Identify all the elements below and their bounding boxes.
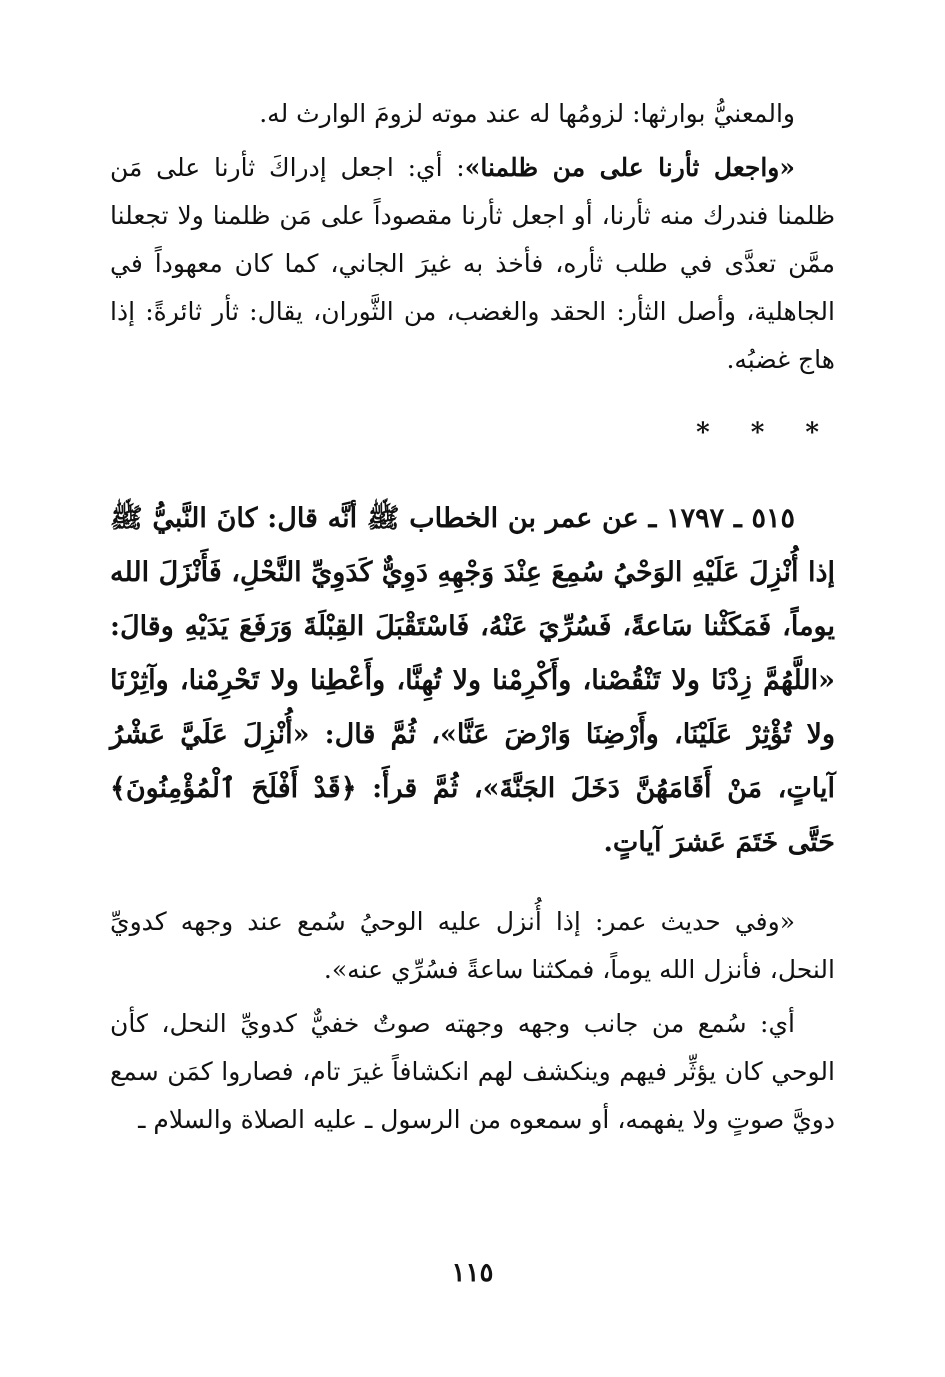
- dua-explanation-text: : أي: اجعل إدراكَ ثأرنا على مَن ظلمنا فندرك منه ثأرنا، أو اجعل ثأرنا مقصوداً على مَن ظلمنا ولا تجعلنا ممَّن تعدَّى في طلب ثأره، فأخذ به غيرَ الجاني، كما كان معهوداً في الجاهلية، وأصل الثأر: الحقد والغضب، من الثَّوران، يقال: ثأر ثائرةً: إذا هاج غضبُه.: [110, 153, 835, 374]
- dua-quote: «واجعل ثأرنا على من ظلمنا»: [464, 153, 796, 182]
- commentary-top-text: والمعنيُّ بوارثها: لزومُها له عند موته لزومَ الوارث له.: [259, 99, 795, 128]
- commentary-bottom-text-1: «وفي حديث عمر: إذا أُنزل عليه الوحيُ سُمع عند وجهه كدويِّ النحل، فأنزل الله يوماً، فمكثنا ساعةً فسُرِّي عنه».: [110, 907, 835, 984]
- page-number: ١١٥: [451, 1258, 494, 1288]
- dua-explanation-paragraph: [110, 144, 835, 384]
- commentary-top-line: [110, 90, 835, 138]
- commentary-bottom-text-2: أي: سُمع من جانب وجهه وجهته صوتٌ خفيٌّ كدويِّ النحل، كأن الوحي كان يؤثِّر فيهم وينكشف لهم انكشافاً غيرَ تام، فصاروا كمَن سمع دويَّ صوتٍ ولا يفهمه، أو سمعوه من الرسول ـ عليه الصلاة والسلام ـ: [110, 1009, 835, 1134]
- commentary-bottom-paragraph-1: [110, 898, 835, 994]
- spacer: [110, 870, 835, 898]
- hadith-text: ٥١٥ ـ ١٧٩٧ ـ عن عمر بن الخطاب ﷺ أنَّه قال: كانَ النَّبيُّ ﷺ إذا أُنْزِلَ عَلَيْهِ الوَحْيُ سُمِعَ عِنْدَ وَجْهِهِ دَوِيٌّ كَدَوِيِّ النَّحْلِ، فَأَنْزَلَ الله يوماً، فَمَكَثْنا سَاعةً، فَسُرِّيَ عَنْهُ، فَاسْتَقْبَلَ القِبْلَةَ وَرَفَعَ يَدَيْهِ وقالَ: «اللَّهُمَّ زِدْنَا ولا تَنْقُصْنا، وأَكْرِمْنا ولا تُهِنَّا، وأَعْطِنا ولا تَحْرِمْنا، وآثِرْنَا ولا تُؤْثِرْ عَلَيْنَا، وأَرْضِنَا وَارْضَ عَنَّا»، ثُمَّ قال: «أُنْزِلَ عَلَيَّ عَشْرُ آياتٍ، مَنْ أَقَامَهُنَّ دَخَلَ الجَنَّةَ»، ثُمَّ قرأَ: ﴿قَدْ أَفْلَحَ ٱلْمُؤْمِنُونَ﴾ حَتَّى خَتَمَ عَشرَ آياتٍ.: [110, 503, 835, 858]
- commentary-bottom-paragraph-2: [110, 1000, 835, 1144]
- page-body: [110, 90, 835, 1144]
- section-separator: * * *: [696, 418, 835, 448]
- hadith-paragraph: [110, 492, 835, 870]
